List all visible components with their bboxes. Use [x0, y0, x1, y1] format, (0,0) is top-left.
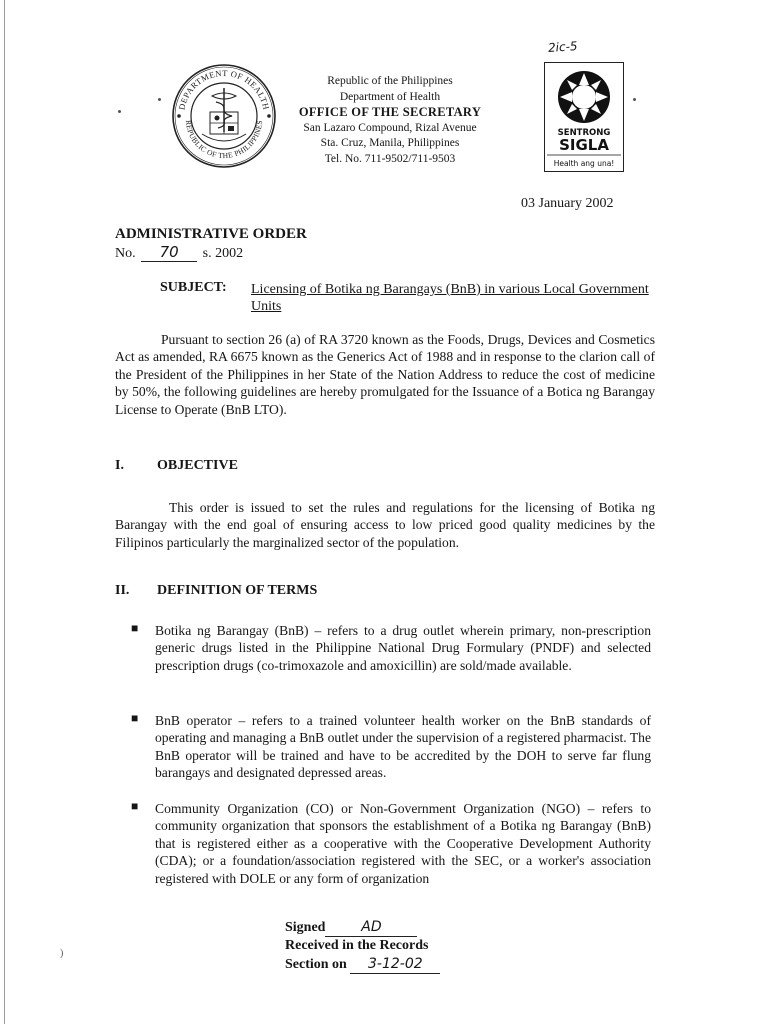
received-line: Received in the Records [285, 938, 429, 953]
order-no-label: No. [115, 246, 136, 261]
order-number-handwritten: 70 [141, 243, 197, 262]
scan-edge-line [4, 0, 5, 1024]
letterhead-address-2: Sta. Cruz, Manila, Philippines [320, 137, 460, 149]
letterhead-office: OFFICE OF THE SECRETARY [298, 105, 482, 119]
definition-item: BnB operator – refers to a trained volunteer health worker on the BnB standards of operating and managing a BnB outlet under the supervision of a registered pharmacist. The BnB operator will be trained and have to be accredited by the DOH to serve far flung barangays and designated depressed areas. [155, 713, 651, 781]
bullet-icon: ■ [131, 799, 139, 813]
sigla-line2: SIGLA [559, 136, 609, 154]
bullet-icon: ■ [131, 711, 139, 725]
letterhead-address-1: San Lazaro Compound, Rizal Avenue [303, 121, 477, 134]
sentrong-sigla-logo [544, 62, 624, 172]
section-title: OBJECTIVE [157, 458, 238, 473]
handwritten-margin-note: 2ic-5 [547, 38, 578, 56]
order-title: ADMINISTRATIVE ORDER [115, 226, 307, 242]
letterhead [280, 74, 500, 167]
doh-seal-logo [170, 62, 278, 170]
section-definitions-heading [115, 583, 317, 599]
signed-label: Signed [285, 920, 326, 935]
letterhead-telephone: Tel. No. 711-9502/711-9503 [324, 152, 456, 165]
section-number: I. [115, 458, 124, 473]
definition-item: Botika ng Barangay (BnB) – refers to a drug outlet wherein primary, non-prescription generic drugs listed in the Philippine National Drug Formulary (PNDF) and selected prescription drugs (co-trimoxazole and amoxicillin) are sold/made available. [155, 623, 651, 673]
seal-top-text: DEPARTMENT OF HEALTH [176, 67, 272, 111]
section-on-line [285, 955, 440, 974]
scan-mark: ) [60, 948, 64, 959]
letterhead-republic: Republic of the Philippines [327, 75, 453, 87]
seal-bottom-text: REPUBLIC OF THE PHILIPPINES [183, 119, 265, 161]
bullet-icon: ■ [131, 621, 139, 635]
document-date: 03 January 2002 [521, 196, 614, 211]
section-on-date-handwritten: 3-12-02 [350, 955, 440, 974]
subject-text: Licensing of Botika ng Barangays (BnB) in various Local Government Units [251, 282, 649, 314]
subject-label: SUBJECT: [160, 280, 227, 295]
preamble-paragraph: Pursuant to section 26 (a) of RA 3720 known as the Foods, Drugs, Devices and Cosmetics Act as amended, RA 6675 known as the Generics Act of 1988 and in response to the clarion call of the President of the Philippines in her State of the Nation Address to reduce the cost of medicine by 50%, the following guidelines are hereby promulgated for the Issuance of a Botica ng Barangay License to Operate (BnB LTO). [115, 332, 655, 417]
sigla-tagline: Health ang una! [553, 159, 615, 168]
order-series: s. 2002 [202, 246, 244, 261]
scan-speck [118, 110, 121, 113]
letterhead-department: Department of Health [339, 90, 441, 103]
order-number-line [115, 243, 243, 262]
records-stamp [285, 918, 440, 974]
definition-item: Community Organization (CO) or Non-Government Organization (NGO) – refers to community organization that sponsors the establishment of a Botika ng Barangay (BnB) that is registered either as a cooperative with the Cooperative Development Authority (CDA); or a foundation/association registered with the SEC, or a worker's association registered with DOLE or any form of organization [155, 801, 651, 886]
signed-initials-handwritten: AD [325, 918, 417, 937]
section-objective-heading [115, 458, 238, 474]
section-title: DEFINITION OF TERMS [157, 583, 318, 598]
signed-line [285, 918, 440, 937]
sigla-line1: SENTRONG [557, 128, 611, 138]
scan-speck [158, 98, 161, 101]
scan-speck [633, 98, 636, 101]
section-number: II. [115, 583, 130, 598]
objective-paragraph: This order is issued to set the rules and regulations for the licensing of Botika ng Barangay with the end goal of ensuring access to low priced good quality medicines by the Filipinos particularly the marginalized sector of the population. [115, 500, 655, 550]
section-on-label: Section on [285, 957, 347, 972]
